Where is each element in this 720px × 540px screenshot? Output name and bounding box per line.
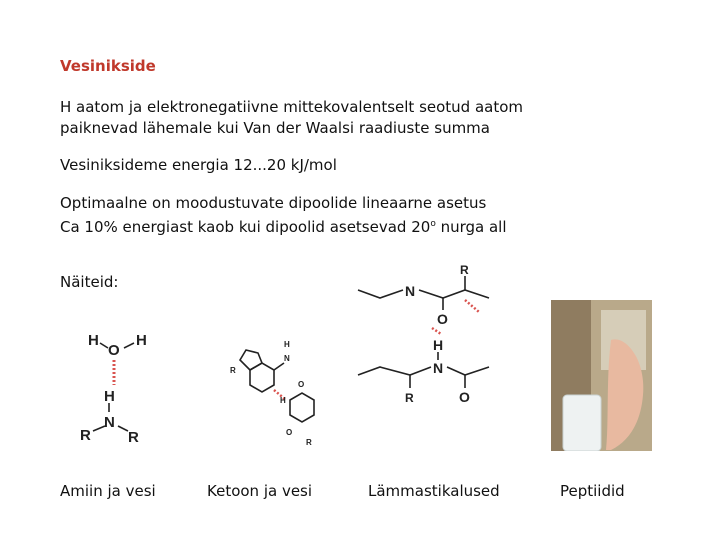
definition-line-1: H aatom ja elektronegatiivne mittekovalentselt seotud aatom: [60, 98, 524, 116]
water-h1: H: [88, 332, 99, 349]
hydrogen-bond-3: [465, 300, 479, 312]
base-r-bottom: R: [306, 438, 312, 447]
base-n: N: [284, 354, 290, 363]
top-r: R: [460, 263, 469, 277]
base-o-top: O: [298, 380, 305, 389]
water-o: O: [108, 342, 120, 359]
bottom-chain-right: [447, 367, 489, 375]
amino-bond: [274, 363, 284, 370]
nucleobase-diagram: [230, 335, 330, 455]
amine-water-diagram: [78, 330, 178, 450]
bottom-o: O: [459, 389, 470, 405]
caption-amine-water: Amiin ja vesi: [60, 482, 156, 500]
pyrimidine-ring: [290, 393, 314, 422]
bottom-chain-left: [358, 367, 431, 375]
definition-paragraph: [60, 97, 523, 139]
water-bond-1: [100, 343, 108, 348]
definition-line-2: paiknevad lähemale kui Van der Waalsi raadiuste summa: [60, 119, 490, 137]
energy-text: Vesiniksideme energia 12...20 kJ/mol: [60, 156, 337, 174]
caption-ketone-water: Ketoon ja vesi: [207, 482, 313, 500]
hydrogen-bond-4: [432, 328, 441, 334]
top-o: O: [437, 311, 448, 327]
water-bond-2: [124, 343, 134, 348]
geometry-line-1: Optimaalne on moodustuvate dipoolide lineaarne asetus: [60, 194, 487, 212]
geometry-line-2: [60, 214, 507, 238]
amine-n: N: [104, 414, 115, 431]
caption-nucleobases: Lämmastikalused: [368, 482, 500, 500]
purine-five-ring: [240, 350, 262, 370]
amine-r2: R: [128, 429, 139, 446]
peptide-diagram: [355, 262, 505, 412]
degree-superscript: o: [430, 219, 436, 229]
amine-r1: R: [80, 427, 91, 444]
slide-title: Vesinikside: [60, 57, 156, 75]
photo-beaker: [563, 395, 601, 451]
amine-bond-r2: [118, 426, 128, 431]
geometry-line-2-text: Ca 10% energiast kaob kui dipoolid asetsevad 20: [60, 218, 431, 236]
bottom-n: N: [433, 360, 444, 376]
base-h-top: H: [284, 340, 290, 349]
geometry-paragraph: [60, 193, 507, 238]
top-n: N: [405, 283, 416, 299]
base-r-left: R: [230, 366, 236, 375]
water-h2: H: [136, 332, 147, 349]
examples-label: Näiteid:: [60, 273, 119, 291]
bottom-h: H: [433, 337, 444, 353]
top-chain-left: [358, 290, 403, 298]
caption-peptides: Peptiidid: [560, 482, 625, 500]
base-h-mid: H: [280, 396, 286, 405]
top-chain-right: [419, 290, 489, 298]
geometry-line-2-end: nurga all: [435, 218, 507, 236]
base-o-bottom: O: [286, 428, 293, 437]
photo-hand-beaker: [551, 300, 652, 451]
photo-illustration: [551, 300, 652, 451]
amine-h: H: [104, 388, 115, 405]
bottom-r: R: [405, 391, 414, 405]
